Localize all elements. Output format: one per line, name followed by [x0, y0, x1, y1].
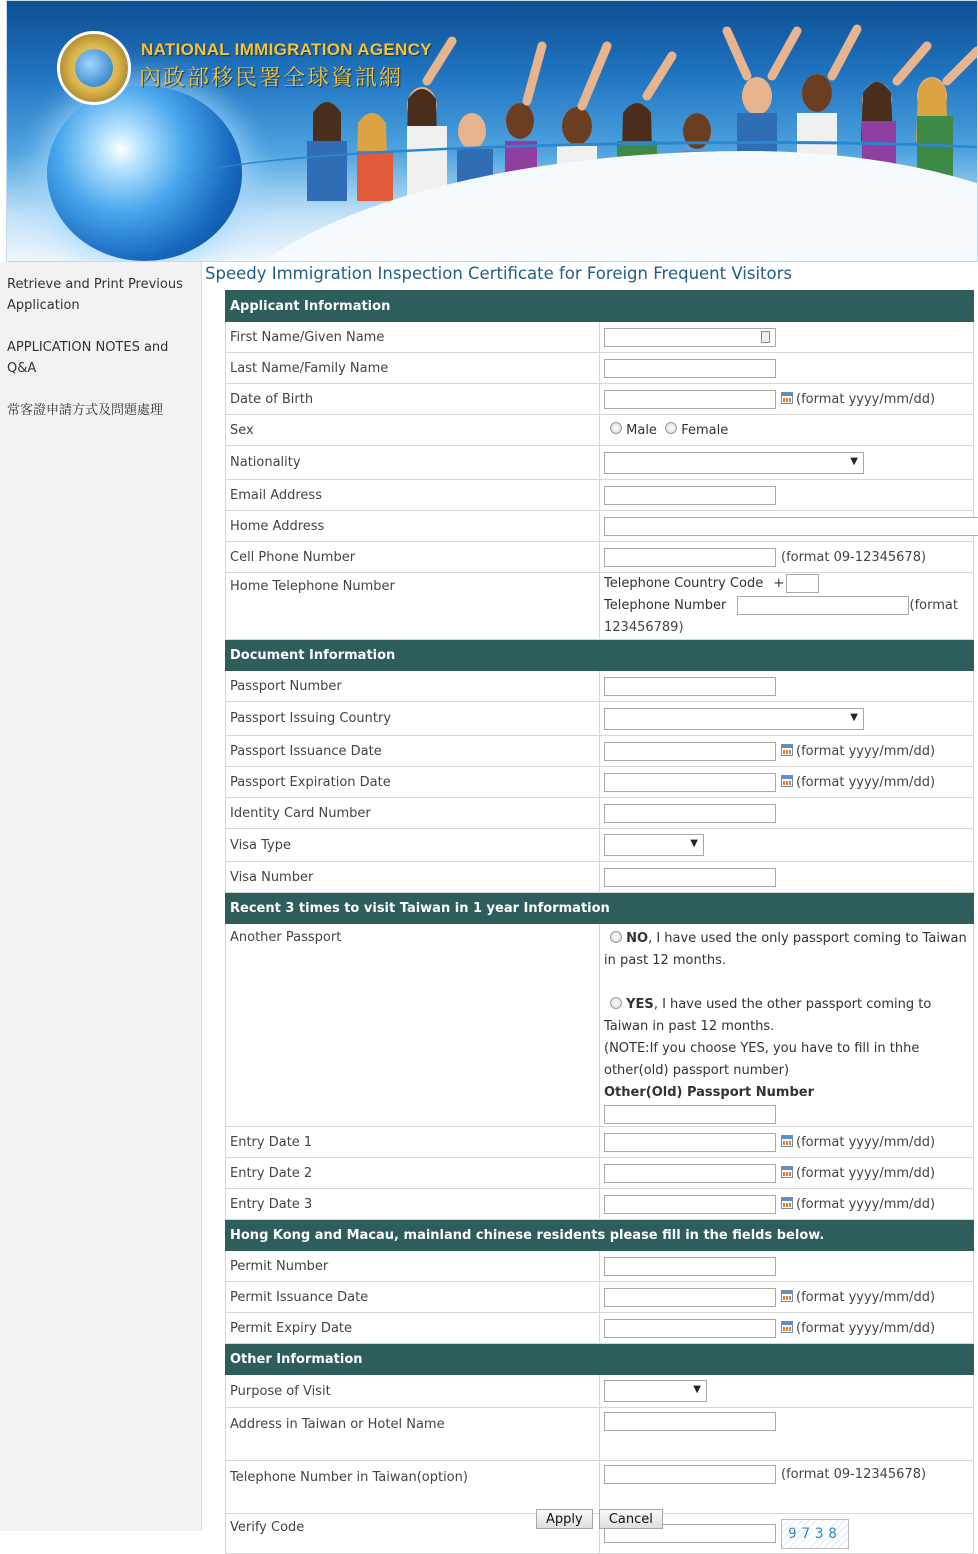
sidebar-item-retrieve[interactable]: Retrieve and Print Previous Application [7, 277, 183, 313]
no-radio[interactable] [610, 931, 622, 943]
visa-number-input[interactable] [604, 868, 776, 887]
label-passport-issue: Passport Issuance Date [226, 736, 600, 767]
section-header-visits: Recent 3 times to visit Taiwan in 1 year Information [226, 893, 974, 924]
male-radio[interactable] [610, 422, 622, 434]
entry-date-3-input[interactable] [604, 1195, 776, 1214]
label-purpose: Purpose of Visit [226, 1375, 600, 1408]
row-permit-number [226, 1251, 974, 1282]
sidebar [0, 262, 202, 1531]
section-header-document: Document Information [226, 640, 974, 671]
format-hint: (format yyyy/mm/dd) [796, 391, 936, 407]
section-header-applicant: Applicant Information [226, 291, 974, 322]
apply-button[interactable]: Apply [536, 1509, 593, 1529]
format-hint: (format yyyy/mm/dd) [796, 1165, 936, 1181]
row-permit-issue [226, 1282, 974, 1313]
chevron-down-icon: ▼ [693, 1384, 701, 1395]
label-home-telephone: Home Telephone Number [226, 573, 600, 640]
cell-phone-input[interactable] [604, 548, 776, 567]
captcha-image[interactable]: 9738 [781, 1519, 849, 1549]
label-id-card: Identity Card Number [226, 798, 600, 829]
label-email: Email Address [226, 480, 600, 511]
permit-number-input[interactable] [604, 1257, 776, 1276]
home-address-input[interactable] [604, 517, 978, 536]
row-permit-expiry [226, 1313, 974, 1344]
row-email [226, 480, 974, 511]
row-another-passport [226, 924, 974, 1127]
label-permit-expiry: Permit Expiry Date [226, 1313, 600, 1344]
female-label: Female [681, 422, 729, 438]
label-passport-expiry: Passport Expiration Date [226, 767, 600, 798]
label-permit-number: Permit Number [226, 1251, 600, 1282]
calendar-icon[interactable] [781, 392, 793, 404]
label-first-name: First Name/Given Name [226, 322, 600, 353]
sidebar-item-notes[interactable]: APPLICATION NOTES and Q&A [7, 340, 169, 376]
application-form [225, 290, 974, 1554]
label-home-address: Home Address [226, 511, 600, 542]
address-taiwan-input[interactable] [604, 1412, 776, 1431]
tel-number-label: Telephone Number [604, 598, 727, 613]
format-hint: (format yyyy/mm/dd) [796, 1320, 936, 1336]
row-entry-3 [226, 1189, 974, 1220]
row-id-card [226, 798, 974, 829]
row-address-taiwan [226, 1408, 974, 1461]
format-hint: (format yyyy/mm/dd) [796, 1289, 936, 1305]
format-hint: (format yyyy/mm/dd) [796, 1196, 936, 1212]
label-passport-number: Passport Number [226, 671, 600, 702]
passport-number-input[interactable] [604, 677, 776, 696]
label-cell-phone: Cell Phone Number [226, 542, 600, 573]
tel-country-code-label: Telephone Country Code [604, 576, 764, 591]
telephone-taiwan-input[interactable] [604, 1465, 776, 1484]
chevron-down-icon: ▼ [850, 455, 858, 467]
header-banner [6, 0, 978, 262]
entry-date-2-input[interactable] [604, 1164, 776, 1183]
calendar-icon[interactable] [781, 744, 793, 756]
calendar-icon[interactable] [781, 1135, 793, 1147]
row-dob [226, 384, 974, 415]
row-first-name [226, 322, 974, 353]
label-sex: Sex [226, 415, 600, 446]
passport-issue-input[interactable] [604, 742, 776, 761]
page-title: Speedy Immigration Inspection Certificate for Foreign Frequent Visitors [205, 264, 792, 283]
format-hint: (format yyyy/mm/dd) [796, 1134, 936, 1150]
tel-country-code-input[interactable] [786, 574, 819, 593]
label-dob: Date of Birth [226, 384, 600, 415]
row-passport-number [226, 671, 974, 702]
row-visa-type [226, 829, 974, 862]
male-label: Male [626, 422, 657, 438]
calendar-icon[interactable] [781, 1197, 793, 1209]
passport-country-select[interactable] [604, 708, 864, 730]
chevron-down-icon: ▼ [690, 838, 698, 849]
row-sex [226, 415, 974, 446]
visa-type-select[interactable] [604, 834, 704, 856]
row-home-address [226, 511, 974, 542]
yes-note: (NOTE:If you choose YES, you have to fill in thhe other(old) passport number) [604, 1041, 920, 1078]
label-nationality: Nationality [226, 446, 600, 480]
row-last-name [226, 353, 974, 384]
first-name-input[interactable] [604, 328, 776, 347]
agency-logo-icon [57, 31, 131, 105]
email-input[interactable] [604, 486, 776, 505]
row-cell-phone [226, 542, 974, 573]
calendar-icon[interactable] [781, 1321, 793, 1333]
label-entry-2: Entry Date 2 [226, 1158, 600, 1189]
another-passport-yes-option: YES, I have used the other passport coming to Taiwan in past 12 months. [604, 997, 932, 1034]
last-name-input[interactable] [604, 359, 776, 378]
label-visa-type: Visa Type [226, 829, 600, 862]
other-passport-input[interactable] [604, 1105, 776, 1124]
id-card-input[interactable] [604, 804, 776, 823]
format-hint: (format 09-12345678) [781, 1467, 927, 1482]
label-last-name: Last Name/Family Name [226, 353, 600, 384]
female-radio[interactable] [665, 422, 677, 434]
calendar-icon[interactable] [781, 775, 793, 787]
format-hint: (format 123456789) [604, 598, 958, 635]
permit-issue-input[interactable] [604, 1288, 776, 1307]
row-visa-number [226, 862, 974, 893]
plus-sign: + [773, 576, 785, 591]
yes-radio[interactable] [610, 997, 622, 1009]
purpose-select[interactable] [604, 1380, 707, 1402]
section-header-hkmacau: Hong Kong and Macau, mainland chinese residents please fill in the fields below. [226, 1220, 974, 1251]
row-passport-expiry [226, 767, 974, 798]
label-entry-1: Entry Date 1 [226, 1127, 600, 1158]
label-passport-country: Passport Issuing Country [226, 702, 600, 736]
sidebar-item-zh[interactable]: 常客證申請方式及問題處理 [7, 403, 164, 418]
format-hint: (format yyyy/mm/dd) [796, 774, 936, 790]
row-purpose [226, 1375, 974, 1408]
entry-date-1-input[interactable] [604, 1133, 776, 1152]
another-passport-no-option: NO, I have used the only passport coming to Taiwan in past 12 months. [604, 931, 967, 968]
label-permit-issue: Permit Issuance Date [226, 1282, 600, 1313]
calendar-icon[interactable] [781, 1290, 793, 1302]
form-actions [536, 1509, 663, 1529]
tel-number-input[interactable] [737, 596, 909, 615]
row-telephone-taiwan [226, 1461, 974, 1514]
brand-name-zh: 內政部移民署全球資訊網 [139, 66, 404, 91]
row-nationality [226, 446, 974, 480]
autofill-icon[interactable] [761, 331, 770, 343]
format-hint: (format 09-12345678) [781, 549, 927, 565]
cancel-button[interactable]: Cancel [599, 1509, 663, 1529]
calendar-icon[interactable] [781, 1166, 793, 1178]
row-home-telephone [226, 573, 974, 640]
section-header-other: Other Information [226, 1344, 974, 1375]
label-address-taiwan: Address in Taiwan or Hotel Name [226, 1408, 600, 1461]
passport-expiry-input[interactable] [604, 773, 776, 792]
label-verify-code: Verify Code [226, 1514, 600, 1554]
label-telephone-taiwan: Telephone Number in Taiwan(option) [226, 1461, 600, 1514]
chevron-down-icon: ▼ [850, 711, 858, 723]
label-visa-number: Visa Number [226, 862, 600, 893]
row-passport-issue [226, 736, 974, 767]
format-hint: (format yyyy/mm/dd) [796, 743, 936, 759]
nationality-select[interactable] [604, 452, 864, 474]
dob-input[interactable] [604, 390, 776, 409]
label-other-passport: Other(Old) Passport Number [604, 1085, 814, 1100]
row-entry-2 [226, 1158, 974, 1189]
row-passport-country [226, 702, 974, 736]
label-entry-3: Entry Date 3 [226, 1189, 600, 1220]
row-entry-1 [226, 1127, 974, 1158]
brand-name-en: NATIONAL IMMIGRATION AGENCY [141, 40, 432, 59]
permit-expiry-input[interactable] [604, 1319, 776, 1338]
label-another-passport: Another Passport [226, 924, 600, 1127]
